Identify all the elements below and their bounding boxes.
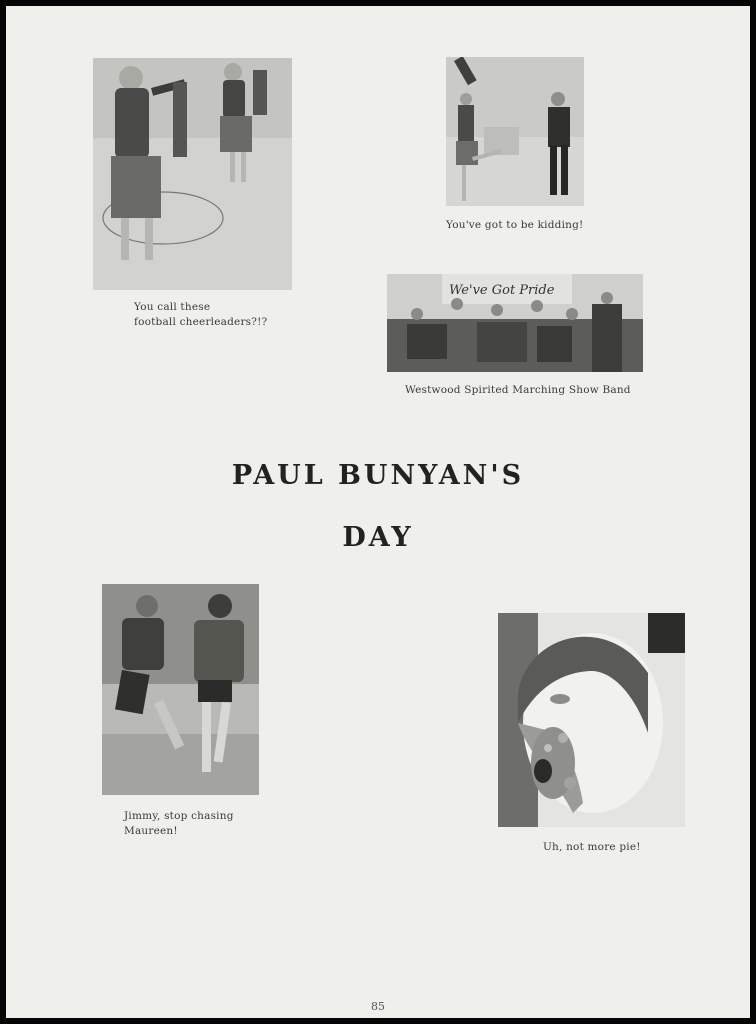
band-banner-text: We've Got Pride (449, 283, 555, 298)
page-title-line-1: PAUL BUNYAN'S (231, 460, 525, 491)
band-caption: Westwood Spirited Marching Show Band (405, 384, 631, 396)
chase-caption: Jimmy, stop chasing Maureen! (124, 810, 234, 837)
cheerleaders-caption: You call these football cheerleaders?!? (134, 301, 268, 328)
cheerleaders-photo (93, 58, 292, 290)
kidding-photo (446, 57, 584, 206)
pie-photo (498, 613, 685, 827)
kidding-caption: You've got to be kidding! (446, 219, 584, 231)
yearbook-page (6, 6, 750, 1018)
page-title-line-2: DAY (342, 522, 414, 553)
page-number: 85 (371, 1000, 385, 1013)
chase-photo (102, 584, 259, 795)
pie-caption: Uh, not more pie! (543, 841, 641, 853)
band-photo (387, 274, 643, 372)
